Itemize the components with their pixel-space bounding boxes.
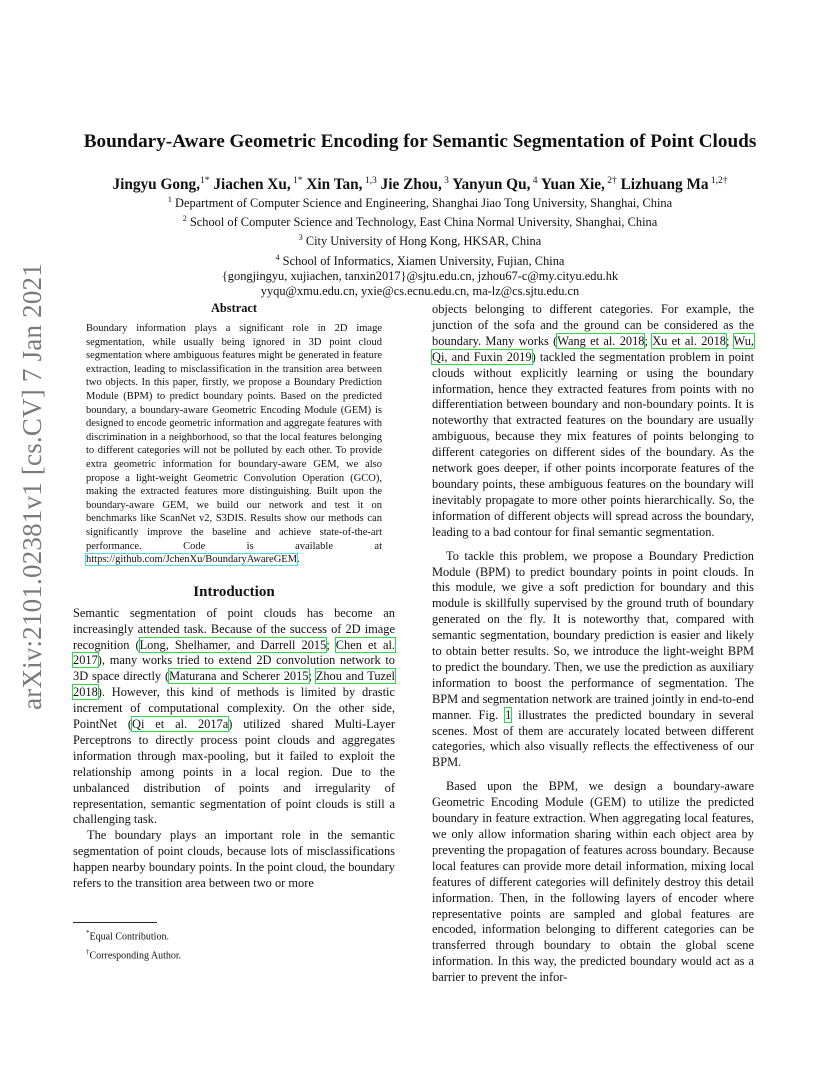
author-emails: {gongjingyu, xujiachen, tanxin2017}@sjtu.edu.cn, jzhou67-c@my.cityu.edu.hk <box>221 268 619 283</box>
author: Xin Tan, $^{1,3}$ <box>306 176 377 194</box>
citation-link[interactable]: Qi et al. 2017a <box>132 717 229 732</box>
footnotes <box>86 926 181 964</box>
citation-link[interactable]: Wu, Qi, and Fuxin 2019 <box>432 333 754 364</box>
affiliations <box>60 192 780 299</box>
author-emails: yyqu@xmu.edu.cn, yxie@cs.ecnu.edu.cn, ma-lz@cs.sjtu.edu.cn <box>260 283 580 298</box>
footnote-divider <box>73 922 157 923</box>
paragraph: Based upon the BPM, we design a boundary-aware Geometric Encoding Module (GEM) to utilize the predicted boundary in feature extraction. When aggregating local features, we only allow information sharing within each object area by preventing the propagation of features across boundary. Because local features can provide more detail information, mixing local features of different categories will definitely destroy this detail information. Then, in the following layers of encoder where representative points are sampled and global features are encoded, information belonging to different categories can be transferred through boundary to obtain the global scene information. In this way, the predicted boundary would act as a barrier to prevent the infor- <box>432 779 754 985</box>
author: Jingyu Gong,$^{1*}$ <box>112 176 210 194</box>
affiliation: $^3$ City University of Hong Kong, HKSAR, China <box>298 233 542 249</box>
paragraph: To tackle this problem, we propose a Boundary Prediction Module (BPM) to predict boundary points in point clouds. In this module, we give a soft prediction for boundary and this module is skillfully supervised by the ground truth of boundary generated on the fly. It is noteworthy that, compared with semantic segmentation, boundary prediction is easier and likely to obtain better results. So, we introduce the light-weight BPM to predict the boundary. Then, we use the prediction as auxiliary information to boost the performance of segmentation. The BPM and segmentation network are trained jointly in end-to-end manner. Fig. 1 illustrates the predicted boundary in several scenes. Most of them are accurately located between different categories, which also visually reflects the effectiveness of our BPM. <box>432 548 754 770</box>
footnote: †Corresponding Author. <box>86 948 182 962</box>
code-link[interactable]: https://github.com/JchenXu/BoundaryAwareGEM <box>86 554 298 566</box>
affiliation: $^2$ School of Computer Science and Technology, East China Normal University, Shanghai, China <box>182 214 658 230</box>
citation-link[interactable]: Wang et al. 2018 <box>557 333 645 348</box>
paper-title: Boundary-Aware Geometric Encoding for Semantic Segmentation of Point Clouds <box>83 131 757 152</box>
abstract-body: Boundary information plays a significant role in 2D image segmentation, while usually being ignored in 3D point cloud segmentation where ambiguous features might be generated in feature extraction, leading to misclassification in the transition area between two objects. In this paper, firstly, we propose a Boundary Prediction Module (BPM) to predict boundary points. Based on the predicted boundary, a boundary-aware Geometric Encoding Module (GEM) is designed to encode geometric information and aggregate features with discrimination in a neighborhood, so that the local features belonging to different categories will not be polluted by each other. To provide extra geometric information for boundary-aware GEM, we also propose a light-weight Geometric Convolution Operation (GCO), making the extracted features more distinguishing. Built upon the boundary-aware GEM, we build our network and test it on benchmarks like ScanNet v2, S3DIS. Results show our methods can significantly improve the baseline and achieve state-of-the-art performance. Code is available at https://github.com/JchenXu/BoundaryAwareGEM. <box>86 323 382 566</box>
arxiv-stamp <box>12 262 52 710</box>
section-heading-introduction: Introduction <box>193 583 275 600</box>
footnote: *Equal Contribution. <box>86 929 169 943</box>
left-column <box>73 300 395 892</box>
citation-link[interactable]: Xu et al. 2018 <box>652 333 726 348</box>
citation-link[interactable]: Maturana and Scherer 2015 <box>169 669 309 684</box>
author: Jiachen Xu, $^{1*}$ <box>213 176 303 194</box>
author: Yanyun Qu, $^4$ <box>452 176 538 194</box>
author: Yuan Xie, $^{2\dagger}$ <box>540 176 617 194</box>
paragraph: Semantic segmentation of point clouds has become an increasingly attended task. Because of the success of 2D image recognition (Long, Shelhamer, and Darrell 2015; Chen et al. 2017), many works tried to extend 2D convolution network to 3D space directly (Maturana and Scherer 2015; Zhou and Tuzel 2018). However, this kind of methods is limited by drastic increment of computational complexity. On the other side, PointNet (Qi et al. 2017a) utilized shared Multi-Layer Perceptrons to directly process point clouds and aggregates information through max-pooling, but it failed to exploit the relationship among points in a local region. Due to the unbalanced distribution of points and irregularity of representation, semantic segmentation of point clouds is still a challenging task. <box>73 605 396 827</box>
citation-link[interactable]: Zhou and Tuzel 2018 <box>73 669 395 700</box>
author: Jie Zhou, $^3$ <box>380 176 449 194</box>
figure-ref-link[interactable]: 1 <box>505 707 512 722</box>
citation-link[interactable]: Long, Shelhamer, and Darrell 2015 <box>139 637 327 652</box>
affiliation: $^1$ Department of Computer Science and Engineering, Shanghai Jiao Tong University, Shanghai, China <box>167 195 673 211</box>
arxiv-stamp-text: arXiv:2101.02381v1 [cs.CV] 7 Jan 2021 <box>16 262 47 710</box>
right-column <box>432 302 754 986</box>
paragraph: The boundary plays an important role in the semantic segmentation of point clouds, because lots of misclassifications happen nearby boundary points. In the point cloud, the boundary refers to the transition area between two or more <box>73 828 395 891</box>
affiliation: $^4$ School of Informatics, Xiamen University, Fujian, China <box>275 252 565 268</box>
abstract-heading: Abstract <box>210 301 258 315</box>
paragraph: objects belonging to different categories. For example, the junction of the sofa and the ground can be considered as the boundary. Many works (Wang et al. 2018; Xu et al. 2018; Wu, Qi, and Fuxin 2019) tackled the segmentation problem in point clouds without explicitly learning or using the boundary information, hence they extracted features from points with no differentiation between boundary and non-boundary points. It is noteworthy that extracted features on the boundary are usually ambiguous, because they mix features of points belonging to different categories on different sides of the boundary. As the network goes deeper, if other points incorporate features of the boundary points, these ambiguous features on the boundary will inevitably propagate to more other points hierarchically. So, the information of different objects will spread across the boundary, leading to a bad contour for final semantic segmentation. <box>432 302 755 539</box>
citation-link[interactable]: Chen et al. 2017 <box>73 637 395 668</box>
author: Lizhuang Ma $^{1,2\dagger}$ <box>620 176 728 194</box>
